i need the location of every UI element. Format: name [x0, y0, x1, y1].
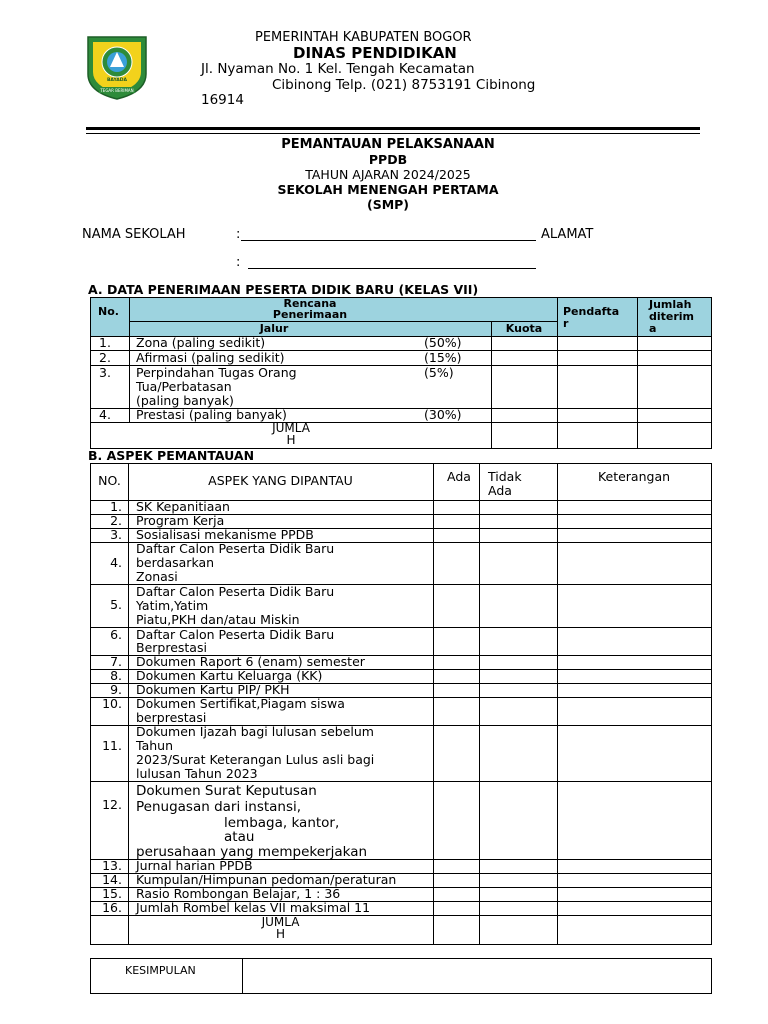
table-b-row-aspect: Program Kerja [136, 513, 225, 528]
table-a-row-path-2: Tua/Perbatasan [136, 379, 232, 394]
table-b-row-aspect-4: atau [224, 829, 255, 845]
table-b [90, 463, 712, 945]
table-a-header-applicants-2: r [563, 317, 569, 330]
table-a-header-plan-2: Penerimaan [272, 308, 348, 321]
table-b-row-aspect-2: Tahun [136, 738, 173, 753]
address-line-1: Jl. Nyaman No. 1 Kel. Tengah Kecamatan [201, 61, 475, 77]
table-b-row-aspect: Sosialisasi mekanisme PPDB [136, 527, 314, 542]
table-b-row-aspect: Jumlah Rombel kelas VII maksimal 11 [136, 900, 371, 915]
address-line-3: 16914 [201, 92, 244, 108]
table-a-row-path: Perpindahan Tugas Orang [136, 365, 297, 380]
table-a-row-no: 2. [99, 350, 111, 365]
table-b-row-no: 10. [102, 696, 122, 711]
table-a-header-quota: Kuota [505, 322, 543, 335]
table-b-header-no-2: Ada [488, 483, 512, 498]
header-rule-thin [86, 133, 700, 134]
table-b-row-aspect-4: lulusan Tahun 2023 [136, 766, 258, 781]
table-b-row-aspect-2: berdasarkan [136, 555, 215, 570]
table-a-header-accepted-3: a [649, 322, 657, 335]
table-b-row-aspect: Jurnal harian PPDB [136, 858, 253, 873]
address-colon: : [236, 255, 241, 270]
table-b-row-no: 9. [110, 682, 122, 697]
table-b-row-aspect: Dokumen Kartu PIP/ PKH [136, 682, 290, 697]
table-b-total-label-1: JUMLA [261, 915, 300, 929]
table-b-row-aspect-2: berprestasi [136, 710, 207, 725]
doc-title-ppdb: PPDB [368, 152, 408, 167]
department-name: DINAS PENDIDIKAN [293, 44, 457, 62]
table-a-header-path: Jalur [259, 322, 289, 335]
svg-text:TEGAR BERIMAN: TEGAR BERIMAN [100, 87, 134, 93]
table-b-row-aspect: Dokumen Surat Keputusan [136, 783, 317, 799]
table-b-row-aspect-2: Penugasan dari instansi, [136, 799, 302, 815]
table-b-row-no: 4. [110, 555, 122, 570]
table-a-header-plan-1: Rencana [283, 297, 337, 310]
table-b-row-no: 5. [110, 597, 122, 612]
doc-title: PEMANTAUAN PELAKSANAAN [281, 137, 495, 152]
school-level: SEKOLAH MENENGAH PERTAMA [277, 182, 499, 197]
table-a-row-pct: (5%) [424, 365, 454, 380]
table-b-row-no: 2. [110, 513, 122, 528]
table-b-row-aspect: SK Kepanitiaan [136, 499, 230, 514]
table-a-row-pct: (50%) [424, 335, 462, 350]
table-b-header-notes: Keterangan [597, 469, 671, 484]
table-a-total-label-1: JUMLA [272, 421, 310, 435]
table-b-row-no: 13. [102, 858, 122, 873]
table-b-row-aspect-3: Piatu,PKH dan/atau Miskin [136, 612, 300, 627]
table-a-total-label-2: H [286, 433, 296, 447]
table-b-row-aspect-3: 2023/Surat Keterangan Lulus asli bagi [136, 752, 375, 767]
academic-year: TAHUN AJARAN 2024/2025 [305, 167, 471, 182]
table-a [90, 297, 712, 449]
table-b-row-no: 8. [110, 668, 122, 683]
table-b-row-aspect: Kumpulan/Himpunan pedoman/peraturan [136, 872, 397, 887]
table-b-row-aspect-5: perusahaan yang mempekerjakan [136, 844, 368, 860]
table-b-row-no: 15. [102, 886, 122, 901]
table-b-row-no: 6. [110, 627, 122, 642]
table-a-row-pct: (30%) [424, 407, 462, 422]
table-b-row-no: 16. [102, 900, 122, 915]
address-label: ALAMAT [541, 227, 594, 242]
table-a-row-path: Prestasi (paling banyak) [136, 407, 287, 422]
table-b-row-aspect-2: Berprestasi [136, 640, 207, 655]
table-a-row-path: Afirmasi (paling sedikit) [136, 350, 285, 365]
table-b-row-aspect-2: Yatim,Yatim [136, 598, 209, 613]
table-b-row-aspect: Dokumen Kartu Keluarga (KK) [136, 668, 323, 683]
table-b-row-aspect: Dokumen Raport 6 (enam) semester [136, 654, 365, 669]
table-b-row-aspect: Dokumen Ijazah bagi lulusan sebelum [136, 724, 374, 739]
conclusion-box [90, 958, 712, 994]
table-b-row-aspect: Daftar Calon Peserta Didik Baru [136, 584, 335, 599]
table-b-total-label-2: H [275, 927, 286, 941]
table-b-header-aspect: ASPEK YANG DIPANTAU [208, 473, 353, 488]
table-b-row-aspect: Dokumen Sertifikat,Piagam siswa [136, 696, 345, 711]
school-name-colon: : [236, 227, 241, 242]
section-b-title: B. ASPEK PEMANTAUAN [88, 448, 255, 463]
table-a-header-accepted-2: diterim [649, 310, 695, 323]
table-a-row-pct: (15%) [424, 350, 462, 365]
table-b-row-no: 1. [110, 499, 122, 514]
table-b-row-aspect-3: Zonasi [136, 569, 178, 584]
table-b-row-no: 12. [102, 797, 122, 812]
table-a-row-no: 1. [99, 335, 111, 350]
table-b-header-no-1: Tidak [488, 469, 522, 484]
table-b-row-no: 14. [102, 872, 122, 887]
table-a-header-applicants-1: Pendafta [563, 305, 620, 318]
school-name-label: NAMA SEKOLAH [82, 227, 186, 242]
table-b-row-aspect-3: lembaga, kantor, [224, 815, 340, 831]
header-rule-thick [86, 127, 700, 130]
table-b-row-aspect: Daftar Calon Peserta Didik Baru [136, 541, 335, 556]
school-name-input-line[interactable] [241, 240, 536, 241]
table-b-row-no: 3. [110, 527, 122, 542]
table-a-row-path-3: (paling banyak) [136, 393, 234, 408]
bogor-regency-logo [86, 34, 148, 100]
table-a-header-accepted-1: Jumlah [649, 298, 692, 311]
school-level-abbr: (SMP) [366, 197, 410, 212]
table-b-row-no: 7. [110, 654, 122, 669]
table-b-row-aspect: Rasio Rombongan Belajar, 1 : 36 [136, 886, 341, 901]
table-a-row-path: Zona (paling sedikit) [136, 335, 266, 350]
table-a-row-no: 4. [99, 407, 111, 422]
table-b-row-aspect: Daftar Calon Peserta Didik Baru [136, 627, 335, 642]
section-a-title: A. DATA PENERIMAAN PESERTA DIDIK BARU (KELAS VII) [88, 282, 479, 297]
table-b-header-no: NO. [98, 473, 121, 488]
table-a-row-no: 3. [99, 365, 111, 380]
conclusion-field[interactable] [243, 959, 711, 993]
government-name: PEMERINTAH KABUPATEN BOGOR [255, 30, 472, 45]
address-input-line[interactable] [248, 268, 536, 269]
svg-text:BAYADA: BAYADA [106, 78, 128, 83]
table-b-header-yes: Ada [447, 469, 471, 484]
table-a-header-no: No. [98, 305, 119, 318]
table-b-row-no: 11. [102, 738, 122, 753]
address-line-2: Cibinong Telp. (021) 8753191 Cibinong [272, 77, 536, 93]
conclusion-label: KESIMPULAN [125, 964, 196, 977]
